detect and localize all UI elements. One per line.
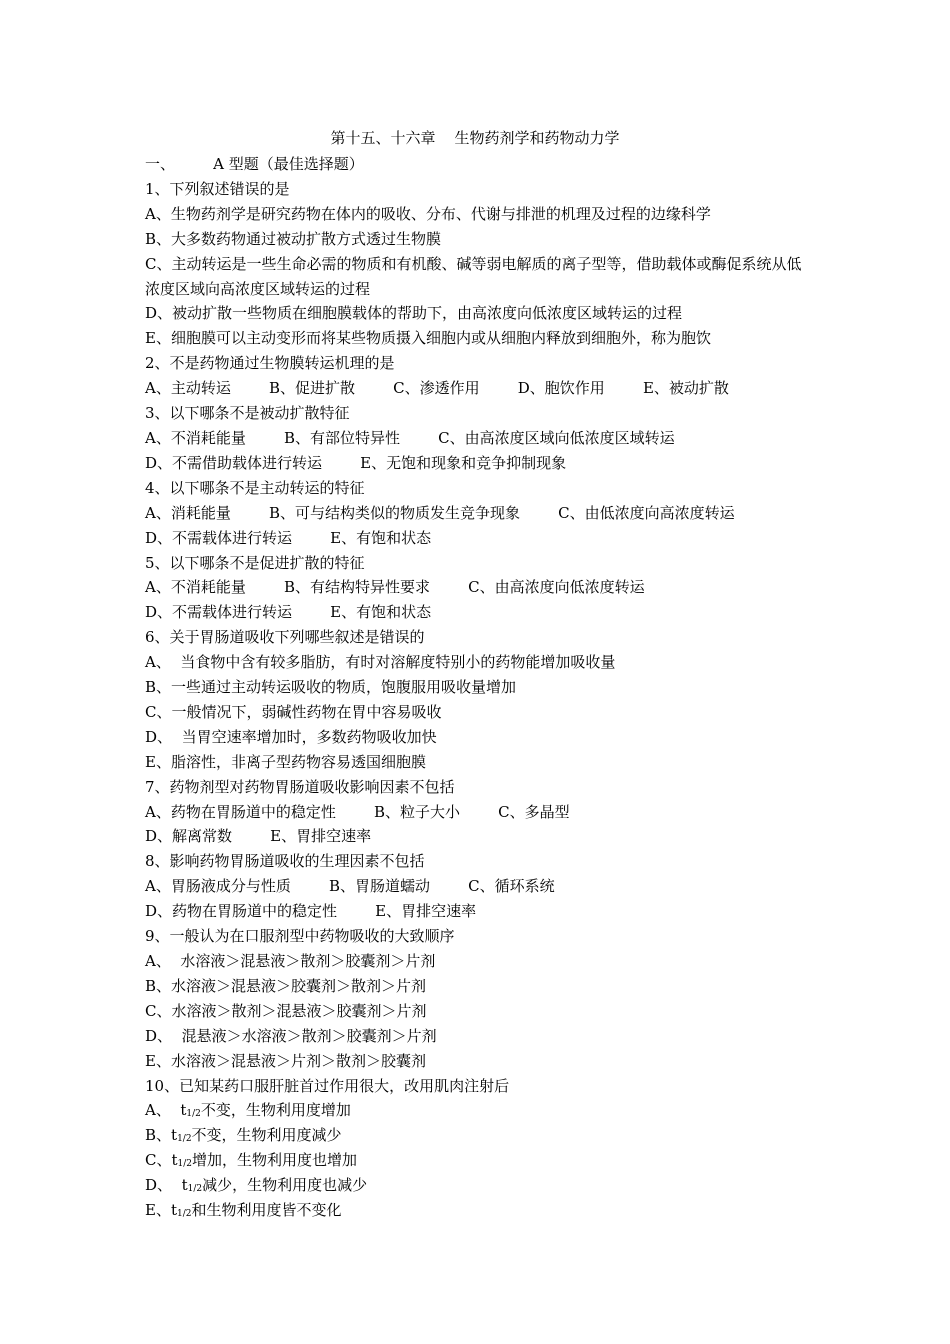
option-prefix: B、t bbox=[145, 1126, 178, 1145]
option-line: A、 当食物中含有较多脂肪，有时对溶解度特别小的药物能增加吸收量 bbox=[145, 653, 616, 672]
question-stem: 9、一般认为在口服剂型中药物吸收的大致顺序 bbox=[145, 927, 455, 946]
subscript: 1/2 bbox=[186, 1109, 201, 1120]
option-text: 不变，生物利用度增加 bbox=[200, 1101, 351, 1120]
option-line: E、水溶液＞混悬液＞片剂＞散剂＞胶囊剂 bbox=[145, 1051, 426, 1070]
option-line: D、 混悬液＞水溶液＞散剂＞胶囊剂＞片剂 bbox=[145, 1026, 437, 1045]
option-text: 增加，生物利用度也增加 bbox=[192, 1151, 358, 1170]
option-line: B、大多数药物通过被动扩散方式透过生物膜 bbox=[145, 229, 442, 248]
option-line: D、被动扩散一些物质在细胞膜载体的帮助下，由高浓度向低浓度区域转运的过程 bbox=[145, 304, 683, 323]
option-line: D、药物在胃肠道中的稳定性 E、胃排空速率 bbox=[145, 902, 477, 921]
option-line: D、 当胃空速率增加时，多数药物吸收加快 bbox=[145, 727, 437, 746]
option-line: E、脂溶性，非离子型药物容易透国细胞膜 bbox=[145, 752, 426, 771]
option-line: A、不消耗能量 B、有部位特异性 C、由高浓度区域向低浓度区域转运 bbox=[145, 428, 675, 447]
question-stem: 8、影响药物胃肠道吸收的生理因素不包括 bbox=[145, 852, 425, 871]
option-line: E、细胞膜可以主动变形而将某些物质摄入细胞内或从细胞内释放到细胞外，称为胞饮 bbox=[145, 329, 711, 348]
option-line bbox=[145, 1148, 815, 1173]
question-stem: 6、关于胃肠道吸收下列哪些叙述是错误的 bbox=[145, 628, 425, 647]
option-line: A、生物药剂学是研究药物在体内的吸收、分布、代谢与排泄的机理及过程的边缘科学 bbox=[145, 204, 711, 223]
option-prefix: D、 t bbox=[145, 1176, 188, 1195]
option-line: D、不需载体进行转运 E、有饱和状态 bbox=[145, 528, 432, 547]
option-text: 和生物利用度皆不变化 bbox=[191, 1201, 342, 1220]
question-stem: 4、以下哪条不是主动转运的特征 bbox=[145, 478, 365, 497]
option-line: A、药物在胃肠道中的稳定性 B、粒子大小 C、多晶型 bbox=[145, 802, 570, 821]
subscript: 1/2 bbox=[187, 1184, 203, 1195]
section-heading: 一、 A 型题（最佳选择题） bbox=[145, 155, 364, 173]
option-line: C、水溶液＞散剂＞混悬液＞胶囊剂＞片剂 bbox=[145, 1001, 427, 1020]
subscript: 1/2 bbox=[177, 1134, 192, 1145]
chapter-title: 第十五、十六章 生物药剂学和药物动力学 bbox=[330, 129, 620, 147]
option-line bbox=[145, 1098, 815, 1123]
question-stem: 3、以下哪条不是被动扩散特征 bbox=[145, 404, 350, 423]
option-line: C、一般情况下，弱碱性药物在胃中容易吸收 bbox=[145, 702, 442, 721]
option-line: C、主动转运是一些生命必需的物质和有机酸、碱等弱电解质的离子型等，借助载体或酶促系统从低浓度区域向高浓度区域转运的过程 bbox=[145, 254, 802, 298]
option-prefix: C、t bbox=[145, 1151, 178, 1170]
option-line: D、不需载体进行转运 E、有饱和状态 bbox=[145, 603, 432, 622]
option-line: D、不需借助载体进行转运 E、无饱和现象和竞争抑制现象 bbox=[145, 453, 567, 472]
question-stem: 1、下列叙述错误的是 bbox=[145, 179, 290, 198]
option-line bbox=[145, 1173, 815, 1198]
option-line: B、一些通过主动转运吸收的物质，饱腹服用吸收量增加 bbox=[145, 678, 517, 697]
question-stem: 2、不是药物通过生物膜转运机理的是 bbox=[145, 354, 395, 373]
question-stem: 10、已知某药口服肝脏首过作用很大，改用肌肉注射后 bbox=[145, 1076, 510, 1095]
option-line bbox=[145, 1198, 815, 1223]
question-list bbox=[145, 152, 815, 1223]
option-text: 不变，生物利用度减少 bbox=[191, 1126, 342, 1145]
option-line: A、 水溶液＞混悬液＞散剂＞胶囊剂＞片剂 bbox=[145, 952, 436, 970]
option-line: A、不消耗能量 B、有结构特异性要求 C、由高浓度向低浓度转运 bbox=[145, 578, 645, 597]
option-line bbox=[145, 1123, 815, 1148]
option-line: A、消耗能量 B、可与结构类似的物质发生竞争现象 C、由低浓度向高浓度转运 bbox=[145, 503, 735, 522]
option-prefix: A、 t bbox=[145, 1101, 187, 1120]
option-line: A、胃肠液成分与性质 B、胃肠道蠕动 C、循环系统 bbox=[145, 877, 555, 896]
option-line: A、主动转运 B、促进扩散 C、渗透作用 D、胞饮作用 E、被动扩散 bbox=[145, 379, 729, 398]
option-line: B、水溶液＞混悬液＞胶囊剂＞散剂＞片剂 bbox=[145, 976, 427, 995]
option-prefix: E、t bbox=[145, 1201, 177, 1220]
option-text: 减少，生物利用度也减少 bbox=[202, 1176, 368, 1195]
question-stem: 7、药物剂型对药物胃肠道吸收影响因素不包括 bbox=[145, 777, 455, 796]
subscript: 1/2 bbox=[177, 1159, 192, 1170]
subscript: 1/2 bbox=[176, 1209, 192, 1220]
question-stem: 5、以下哪条不是促进扩散的特征 bbox=[145, 553, 365, 572]
option-line: D、解离常数 E、胃排空速率 bbox=[145, 827, 372, 846]
